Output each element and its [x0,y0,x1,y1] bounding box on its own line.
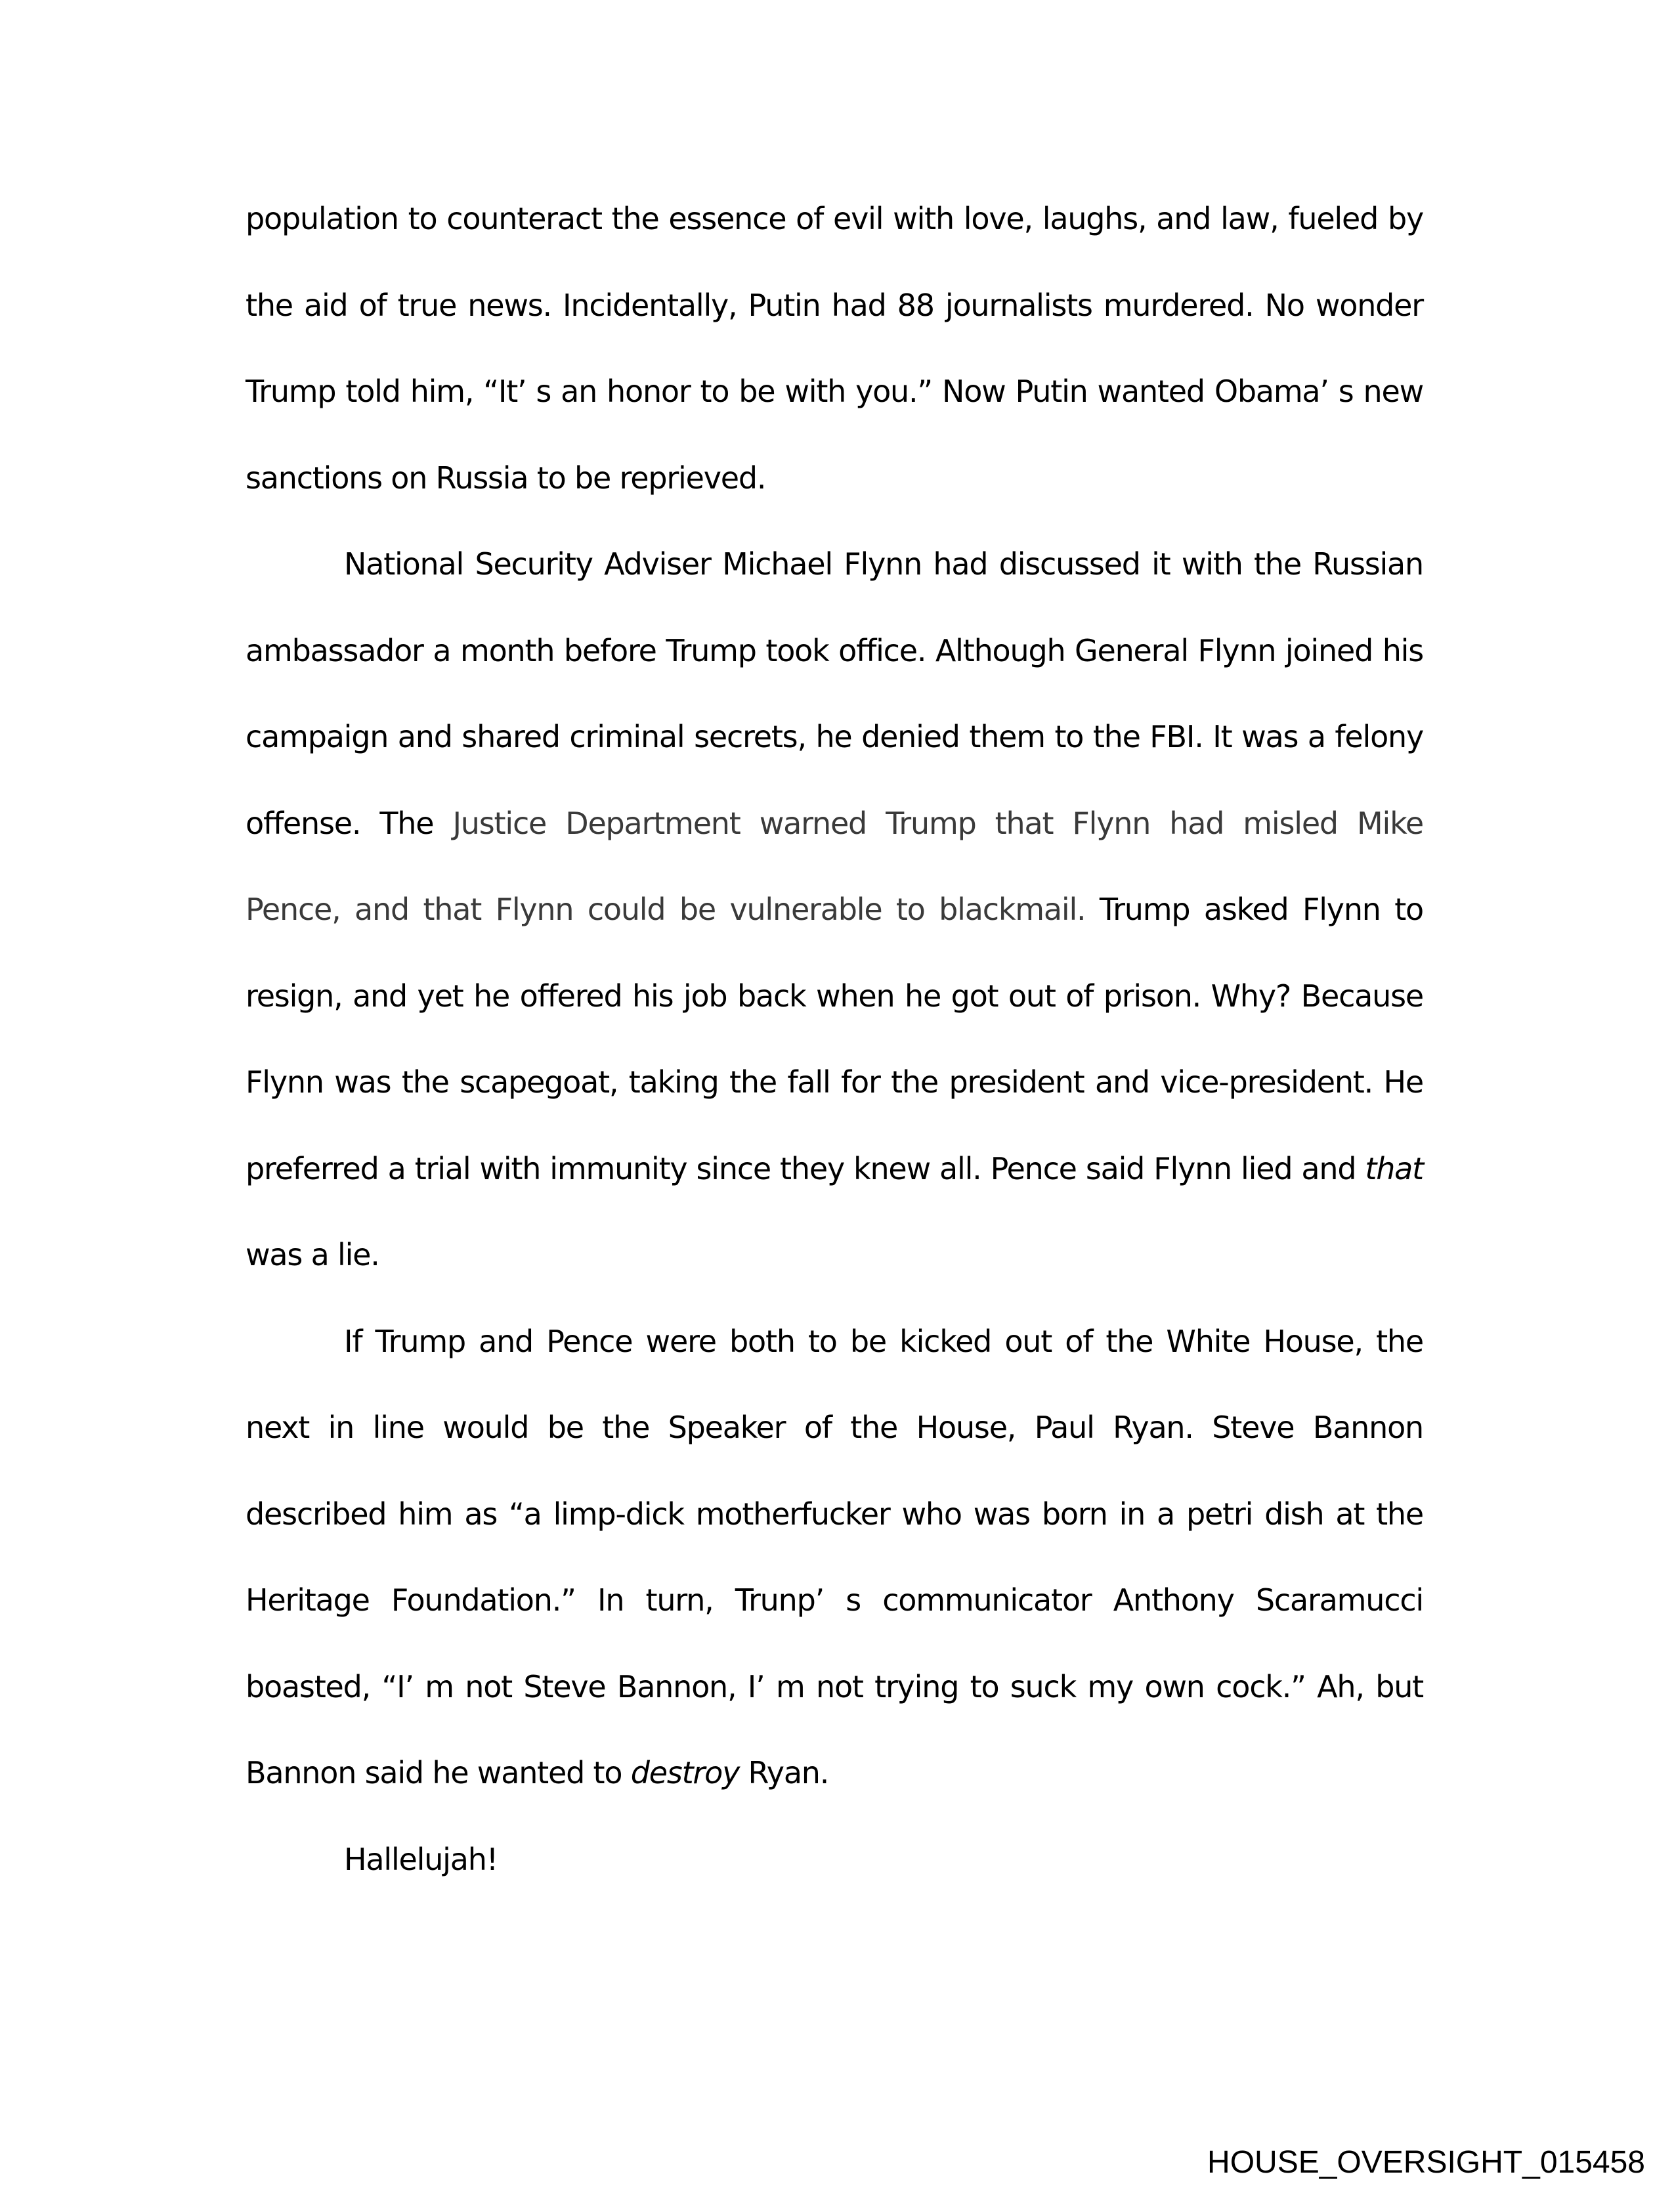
paragraph-2 [246,521,1423,1299]
document-body [246,176,1423,1903]
bates-number-footer: HOUSE_OVERSIGHT_015458 [1207,2145,1645,2180]
italic-emphasis-that: that [1365,1150,1423,1186]
paragraph-1-text: population to counteract the essence of evil with love, laughs, and law, fueled by the aid of true news. Incidentally, Putin had 88 journalists murdered. No wonder Trump told him, “It’ s an honor to be with you.” Now Putin wanted Obama’ s new sanctions on Russia to be reprieved. [246,201,1423,496]
paragraph-4-text: Hallelujah! [344,1841,498,1877]
paragraph-4 [246,1817,1423,1903]
italic-emphasis-destroy: destroy [630,1755,740,1790]
paragraph-3-text-b: Ryan. [739,1755,829,1790]
paragraph-2-text-c: was a lie. [246,1237,379,1272]
paragraph-2-text-b: Trump asked Flynn to resign, and yet he offered his job back when he got out of prison. Why? Because Flynn was the scapegoat, taking the fall for the president and vice-president. He preferred a trial with immunity since they knew all. Pence said Flynn lied and [246,892,1423,1186]
paragraph-3 [246,1299,1423,1817]
paragraph-3-text-a: If Trump and Pence were both to be kicked out of the White House, the next in line would be the Speaker of the House, Paul Ryan. Steve Bannon described him as “a limp-dick motherfucker who was born in a petri dish at the Heritage Foundation.” In turn, Trunp’ s communicator Anthony Scaramucci boasted, “I’ m not Steve Bannon, I’ m not trying to suck my own cock.” Ah, but Bannon said he wanted to [246,1323,1423,1790]
paragraph-1 [246,176,1423,521]
paragraph-2-text-a: National Security Adviser Michael Flynn had discussed it with the Russian ambassador a month before Trump took office. Although General Flynn joined his campaign and shared criminal secrets, he denied them to the FBI. It was a felony offense. The [246,546,1423,841]
quoted-justice-department-text: Justice Department warned Trump that Flynn had misled Mike Pence, and that Flynn could be vulnerable to blackmail. [246,805,1423,927]
